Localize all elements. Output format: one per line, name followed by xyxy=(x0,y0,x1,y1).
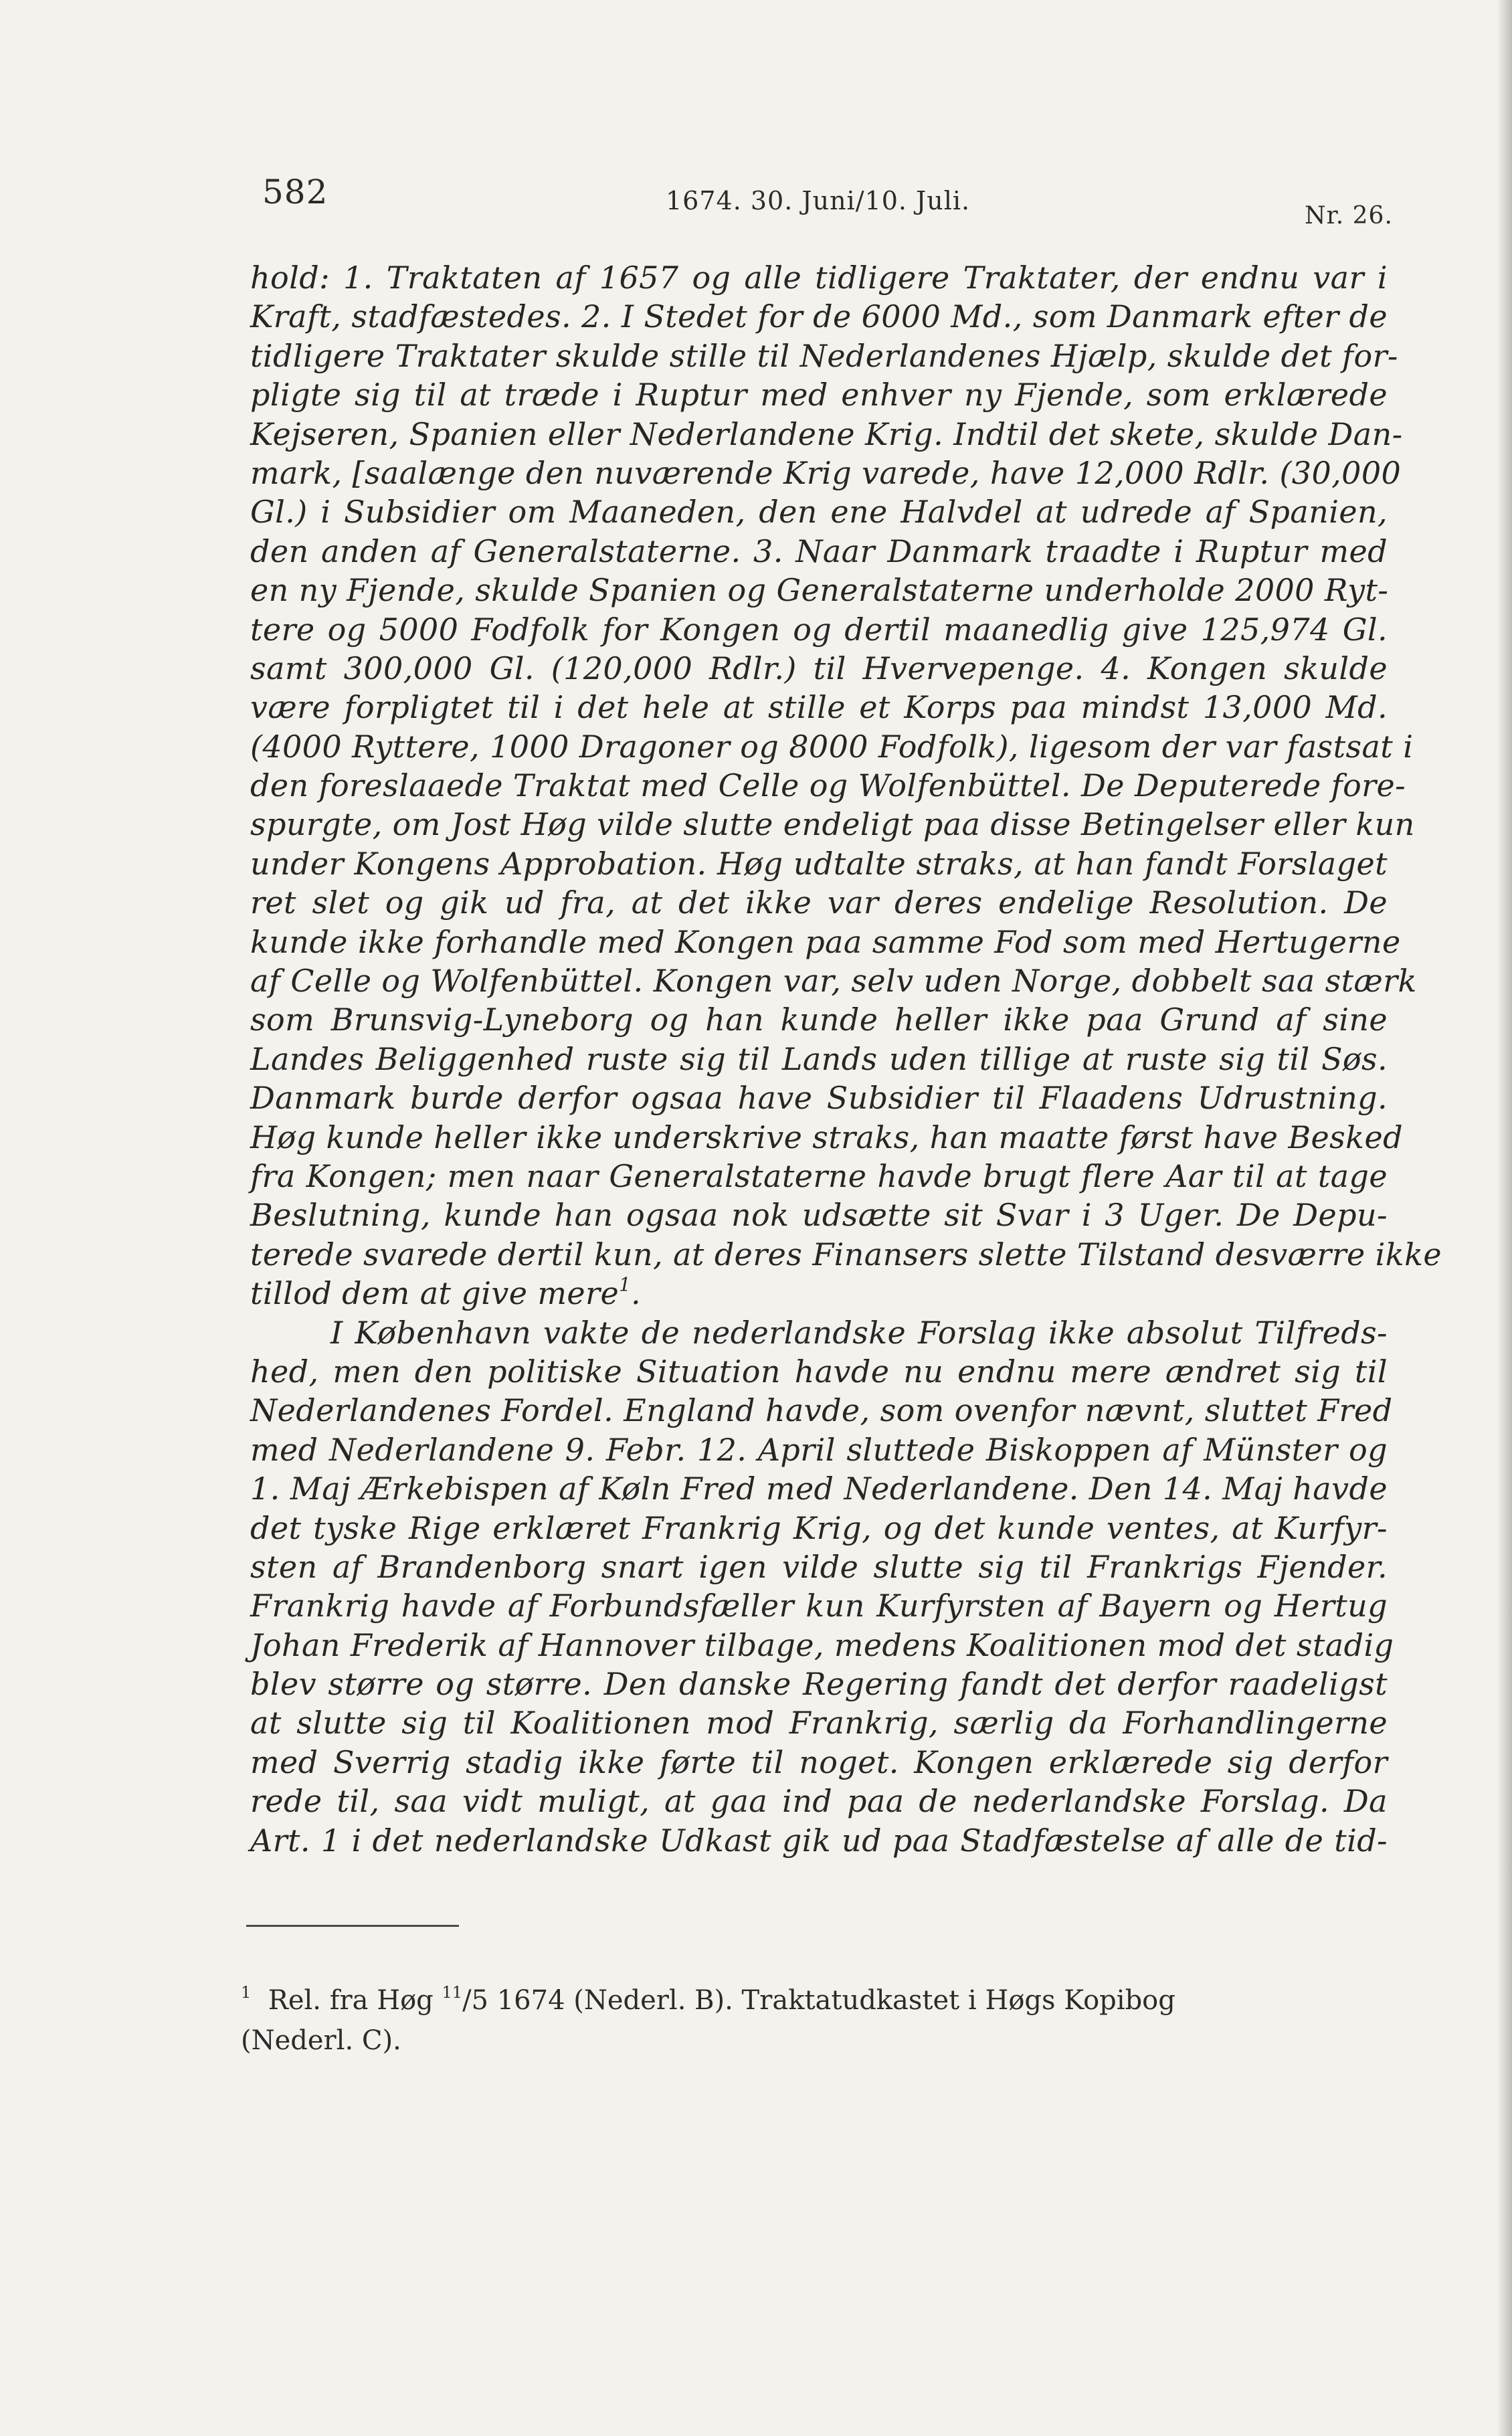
text-line: være forpligtet til i det hele at stille et Korps paa mindst 13,000 Md. xyxy=(250,689,1388,726)
text-line: tidligere Traktater skulde stille til Nederlandenes Hjælp, skulde det for- xyxy=(250,337,1398,374)
footnote-date-denominator: /5 xyxy=(462,1985,488,2016)
text-line: Nederlandenes Fordel. England havde, som ovenfor nævnt, sluttet Fred xyxy=(250,1392,1393,1429)
text-line: terede svarede dertil kun, at deres Finansers slette Tilstand desværre ikke xyxy=(250,1236,1442,1273)
page-number: 582 xyxy=(262,173,328,211)
text-line: hed, men den politiske Situation havde nu endnu mere ændret sig til xyxy=(250,1353,1388,1390)
text-line: Art. 1 i det nederlandske Udkast gik ud paa Stadfæstelse af alle de tid- xyxy=(250,1822,1388,1859)
footnote-text: 1674 (Nederl. B). Traktatudkastet i Høgs Kopibog xyxy=(488,1985,1175,2016)
text-line: mark, [saalænge den nuværende Krig varede, have 12,000 Rdlr. (30,000 xyxy=(250,454,1402,491)
text-line: under Kongens Approbation. Høg udtalte straks, at han fandt Forslaget xyxy=(250,845,1388,882)
text-line: Høg kunde heller ikke underskrive straks, han maatte først have Besked xyxy=(250,1119,1403,1155)
text-line: Beslutning, kunde han ogsaa nok udsætte sit Svar i 3 Uger. De Depu- xyxy=(250,1197,1388,1234)
text-line: at slutte sig til Koalitionen mod Frankrig, særlig da Forhandlingerne xyxy=(250,1705,1388,1742)
page-header xyxy=(0,0,1512,241)
text-line: blev større og større. Den danske Regering fandt det derfor raadeligst xyxy=(250,1666,1388,1703)
text-line: som Brunsvig-Lyneborg og han kunde heller ikke paa Grund af sine xyxy=(250,1002,1388,1038)
footnote-line xyxy=(241,1980,1365,2021)
footnote-line: (Nederl. C). xyxy=(241,2025,401,2056)
text-line: spurgte, om Jost Høg vilde slutte endeligt paa disse Betingelser eller kun xyxy=(250,806,1415,843)
text-line: Gl.) i Subsidier om Maaneden, den ene Halvdel at udrede af Spanien, xyxy=(250,494,1388,531)
footnote-text: Rel. fra Høg xyxy=(268,1985,442,2016)
text-line: det tyske Rige erklæret Frankrig Krig, og det kunde ventes, at Kurfyr- xyxy=(250,1509,1388,1546)
footnote-reference[interactable]: 1 xyxy=(619,1273,632,1296)
text-line: Kraft, stadfæstedes. 2. I Stedet for de 6000 Md., som Danmark efter de xyxy=(250,298,1388,335)
footnote-marker: 1 xyxy=(241,1983,252,2002)
text-line: tere og 5000 Fodfolk for Kongen og dertil maanedlig give 125,974 Gl. xyxy=(250,611,1388,648)
text-line: fra Kongen; men naar Generalstaterne havde brugt flere Aar til at tage xyxy=(250,1157,1388,1194)
text-line: den anden af Generalstaterne. 3. Naar Danmark traadte i Ruptur med xyxy=(250,533,1388,569)
paragraph-end-line xyxy=(250,1274,1388,1313)
text-line: tillod dem at give mere xyxy=(250,1275,620,1312)
text-line: sten af Brandenborg snart igen vilde slutte sig til Frankrigs Fjender. xyxy=(250,1548,1388,1585)
text-line: med Nederlandene 9. Febr. 12. April sluttede Biskoppen af Münster og xyxy=(250,1431,1388,1468)
text-line: ret slet og gik ud fra, at det ikke var deres endelige Resolution. De xyxy=(250,884,1388,921)
text-line: rede til, saa vidt muligt, at gaa ind paa de nederlandske Forslag. Da xyxy=(250,1783,1388,1820)
body-text xyxy=(250,258,1442,1860)
text-line: Frankrig havde af Forbundsfæller kun Kurfyrsten af Bayern og Hertug xyxy=(250,1588,1388,1624)
running-head: 1674. 30. Juni/10. Juli. xyxy=(666,186,971,215)
text-line: samt 300,000 Gl. (120,000 Rdlr.) til Hvervepenge. 4. Kongen skulde xyxy=(250,650,1388,686)
text-line: en ny Fjende, skulde Spanien og Generalstaterne underholde 2000 Ryt- xyxy=(250,572,1389,609)
text-line: Danmark burde derfor ogsaa have Subsidier til Flaadens Udrustning. xyxy=(250,1080,1388,1117)
text-line: (4000 Ryttere, 1000 Dragoner og 8000 Fodfolk), ligesom der var fastsat i xyxy=(250,728,1414,765)
text-line: Landes Beliggenhed ruste sig til Lands uden tillige at ruste sig til Søs. xyxy=(250,1040,1388,1077)
text-line: hold: 1. Traktaten af 1657 og alle tidligere Traktater, der endnu var i xyxy=(250,260,1388,296)
footnote-divider xyxy=(246,1925,459,1927)
text-line: Kejseren, Spanien eller Nederlandene Krig. Indtil det skete, skulde Dan- xyxy=(250,415,1403,452)
text-line: 1. Maj Ærkebispen af Køln Fred med Nederlandene. Den 14. Maj havde xyxy=(250,1471,1388,1507)
footnote-date-numerator: 11 xyxy=(442,1983,463,2002)
text-line: den foreslaaede Traktat med Celle og Wolfenbüttel. De Deputerede fore- xyxy=(250,767,1406,804)
text-line: kunde ikke forhandle med Kongen paa samme Fod som med Hertugerne xyxy=(250,923,1401,960)
footnote xyxy=(241,1980,1365,2061)
text-line: pligte sig til at træde i Ruptur med enhver ny Fjende, som erklærede xyxy=(250,377,1388,413)
page-edge-shadow xyxy=(1497,0,1512,2436)
text-line: I København vakte de nederlandske Forslag ikke absolut Tilfreds- xyxy=(330,1314,1388,1351)
text-line: Johan Frederik af Hannover tilbage, medens Koalitionen mod det stadig xyxy=(250,1626,1394,1663)
text-line: med Sverrig stadig ikke førte til noget. Kongen erklærede sig derfor xyxy=(250,1744,1388,1780)
text-line: af Celle og Wolfenbüttel. Kongen var, selv uden Norge, dobbelt saa stærk xyxy=(250,963,1417,1000)
document-number: Nr. 26. xyxy=(1305,202,1393,229)
paragraph-end-punct: . xyxy=(631,1275,642,1312)
